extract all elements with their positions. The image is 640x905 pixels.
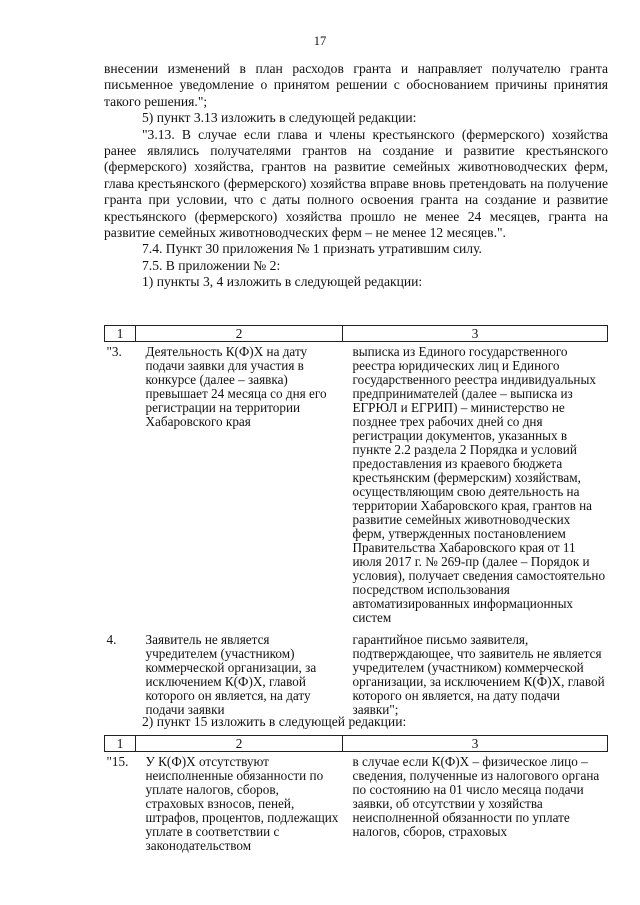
requirement-cell: Заявитель не является учредителем (участником) коммерческой организации, за исключением К(Ф)Х, главой которого он является, на дату подачи заявки: [145, 632, 317, 717]
document-cell: выписка из Единого государственного реестра юридических лиц и Единого государственного реестра индивидуальных предпринимателей (далее – выписка из ЕГРЮЛ и ЕГРИП) – министерство не позднее трех рабочих дней со дня регистрации документов, указанных в пункте 2.2 раздела 2 Порядка и условий предоставления из краевого бюджета крестьянским (фермерским) хозяйствам, осуществляющим свою деятельность на территории Хабаровского края, грантов на развитие семейных животноводческих ферм, утвержденных постановлением Правительства Хабаровского края от 11 июля 2017 г. № 269-пр (далее – Порядок и условия), получает сведения самостоятельно посредством использования автоматизированных информационных систем: [352, 344, 606, 625]
row-number: 4.: [106, 632, 117, 647]
table-header-row: [105, 326, 608, 342]
table-row: [105, 752, 608, 854]
row-number: "3.: [106, 344, 122, 359]
row-number: "15.: [106, 754, 129, 769]
body-text: [104, 61, 608, 291]
document-cell: гарантийное письмо заявителя, подтверждающее, что заявитель не является учредителем (участником) коммерческой организации, за исключением К(Ф)Х, главой которого он является, на дату подачи заявки";: [352, 632, 605, 717]
table-header-cell: 3: [343, 736, 608, 752]
intermediate-paragraph: 2) пункт 15 изложить в следующей редакции:: [142, 714, 407, 729]
table-header-cell: 3: [343, 326, 608, 342]
table-header-cell: 1: [105, 736, 136, 752]
table-row: [105, 342, 608, 626]
paragraph: 7.4. Пункт 30 приложения № 1 признать утратившим силу.: [142, 241, 482, 257]
requirements-table-2: [104, 735, 608, 853]
table-header-cell: 1: [105, 326, 136, 342]
requirements-table-1: [104, 325, 608, 717]
requirement-cell: Деятельность К(Ф)Х на дату подачи заявки для участия в конкурсе (далее – заявка) превышает 24 месяца со дня его регистрации на территории Хабаровского края: [145, 344, 327, 429]
paragraph: "3.13. В случае если глава и члены крестьянского (фермерского) хозяйства ранее являлись получателями грантов на создание и развитие крестьянского (фермерского) хозяйства, грантов на развитие семейных животноводческих ферм, глава крестьянского (фермерского) хозяйства вправе вновь претендовать на получение гранта при условии, что с даты полного освоения гранта на создание и развитие крестьянского (фермерского) хозяйства прошло не менее 24 месяцев, гранта на развитие семейных животноводческих ферм – не менее 12 месяцев.".: [104, 126, 608, 241]
table-header-cell: 2: [136, 326, 343, 342]
table-header-cell: 2: [136, 736, 343, 752]
paragraph: 5) пункт 3.13 изложить в следующей редакции:: [142, 110, 417, 126]
table-header-row: [105, 736, 608, 752]
paragraph: внесении изменений в план расходов гранта и направляет получателю гранта письменное уведомление о принятом решении с обоснованием причины принятия такого решения.";: [104, 61, 608, 109]
requirement-cell: У К(Ф)Х отсутствуют неисполненные обязанности по уплате налогов, сборов, страховых взносов, пеней, штрафов, процентов, подлежащих уплате в соответствии с законодательством: [145, 754, 339, 853]
paragraph: 7.5. В приложении № 2:: [142, 257, 281, 273]
document-cell: в случае если К(Ф)Х – физическое лицо – сведения, полученные из налогового органа по состоянию на 01 число месяца подачи заявки, об отсутствии у хозяйства неисполненной обязанности по уплате налогов, сборов, страховых: [352, 754, 600, 839]
table-row: [105, 625, 608, 717]
paragraph: 1) пункты 3, 4 изложить в следующей редакции:: [142, 274, 423, 290]
page-number: 17: [313, 34, 327, 48]
